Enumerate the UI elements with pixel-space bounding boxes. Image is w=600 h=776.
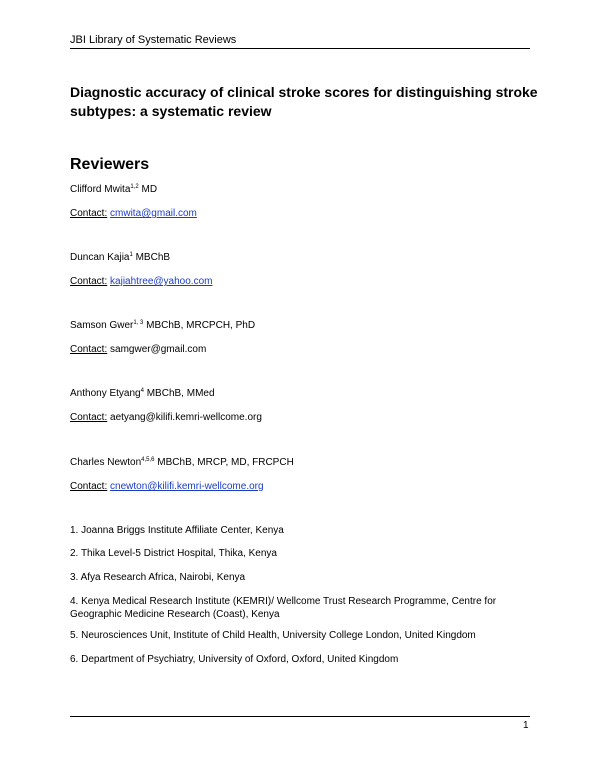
affiliation-item: 3. Afya Research Africa, Nairobi, Kenya xyxy=(70,572,246,583)
reviewer-degrees: MD xyxy=(138,184,158,195)
reviewer-contact-line xyxy=(70,343,206,356)
affiliation-item: 2. Thika Level-5 District Hospital, Thika, Kenya xyxy=(70,548,277,559)
header-rule xyxy=(70,48,530,49)
contact-label: Contact: xyxy=(70,412,108,423)
reviewer-degrees: MBChB, MRCPCH, PhD xyxy=(143,320,256,331)
affiliation-superscript: 1,2 xyxy=(130,184,139,190)
reviewer-contact-line xyxy=(70,480,264,493)
reviewer-email-link[interactable]: cmwita@gmail.com xyxy=(110,208,197,219)
reviewer-contact-line xyxy=(70,411,262,424)
affiliation-item: 5. Neurosciences Unit, Institute of Child Health, University College London, United Kingdom xyxy=(70,630,476,641)
running-header: JBI Library of Systematic Reviews xyxy=(70,34,237,46)
affiliation-superscript: 4 xyxy=(140,388,144,394)
contact-label: Contact: xyxy=(70,481,108,492)
reviewer-name: Samson Gwer xyxy=(70,320,134,331)
reviewer-name-line xyxy=(70,456,294,469)
affiliation-superscript: 4,5,6 xyxy=(141,457,155,463)
contact-label: Contact: xyxy=(70,276,108,287)
affiliation-item: 4. Kenya Medical Research Institute (KEMRI)/ Wellcome Trust Research Programme, Centre for Geographic Medicine Research (Coast), Kenya xyxy=(70,596,497,620)
affiliation-superscript: 1, 3 xyxy=(133,320,144,326)
reviewer-name: Charles Newton xyxy=(70,457,142,468)
reviewer-name-line xyxy=(70,319,255,332)
reviewer-degrees: MBChB xyxy=(132,252,171,263)
affiliation-superscript: 1 xyxy=(129,252,133,258)
reviewer-name-line xyxy=(70,387,215,400)
reviewer-email-link[interactable]: cnewton@kilifi.kemri-wellcome.org xyxy=(110,481,264,492)
reviewer-contact-line xyxy=(70,275,212,288)
reviewer-email-link[interactable]: kajiahtree@yahoo.com xyxy=(110,276,213,287)
reviewer-name: Duncan Kajia xyxy=(70,252,130,263)
contact-label: Contact: xyxy=(70,344,108,355)
reviewers-heading: Reviewers xyxy=(70,156,150,173)
reviewer-name: Clifford Mwita xyxy=(70,184,131,195)
reviewer-name: Anthony Etyang xyxy=(70,388,141,399)
reviewer-contact-line xyxy=(70,207,197,220)
page-number: 1 xyxy=(523,720,529,731)
reviewer-name-line xyxy=(70,183,157,196)
affiliation-item: 1. Joanna Briggs Institute Affiliate Center, Kenya xyxy=(70,525,284,536)
reviewer-degrees: MBChB, MMed xyxy=(143,388,215,399)
reviewer-email: aetyang@kilifi.kemri-wellcome.org xyxy=(110,412,262,423)
affiliation-item: 6. Department of Psychiatry, University of Oxford, Oxford, United Kingdom xyxy=(70,654,399,665)
reviewer-email: samgwer@gmail.com xyxy=(110,344,207,355)
document-title: Diagnostic accuracy of clinical stroke scores for distinguishing stroke subtypes: a systematic review xyxy=(70,84,538,119)
reviewer-name-line xyxy=(70,251,170,264)
contact-label: Contact: xyxy=(70,208,108,219)
footer-rule xyxy=(70,716,530,717)
reviewer-degrees: MBChB, MRCP, MD, FRCPCH xyxy=(154,457,294,468)
